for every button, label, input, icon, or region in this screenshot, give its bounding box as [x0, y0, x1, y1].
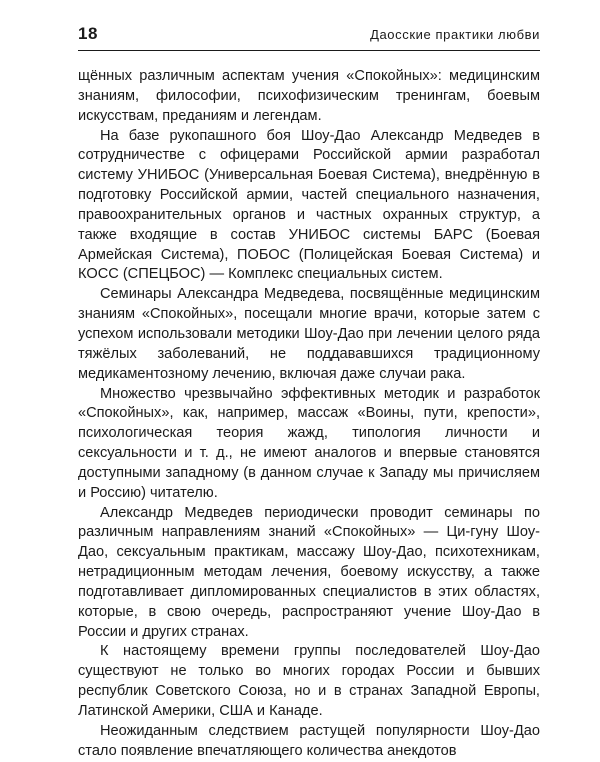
- paragraph: Неожиданным следствием растущей популярности Шоу-Дао стало появление впечатляющего количества анекдотов: [78, 722, 540, 759]
- paragraph: На базе рукопашного боя Шоу-Дао Александр Медведев в сотрудничестве с офицерами Российской армии разработал систему УНИБОС (Универсальная Боевая Система), внедрённую в подготовку Российской армии, частей специального назначения, правоохранительных органов и частных охранных структур, а также входящие в состав УНИБОС системы БАРС (Боевая Армейская Система), ПОБОС (Полицейская Боевая Система) и КОСС (СПЕЦБОС) — Комплекс специальных систем.: [78, 127, 540, 283]
- page-number: 18: [78, 24, 98, 43]
- header-divider: [78, 50, 540, 51]
- paragraph: Александр Медведев периодически проводит семинары по различным направлениям знаний «Спокойных» — Ци-гуну Шоу-Дао, сексуальным практикам, массажу Шоу-Дао, психотехникам, нетрадиционным методам лечения, боевому искусству, а также подготавливает дипломированных специалистов в этих областях, которые, в свою очередь, распространяют учение Шоу-Дао в России и других странах.: [78, 504, 540, 640]
- paragraph: К настоящему времени группы последователей Шоу-Дао существуют не только во многих городах России и бывших республик Советского Союза, но и в странах Западной Европы, Латинской Америки, США и Канаде.: [78, 643, 540, 719]
- page-header: [78, 24, 540, 60]
- paragraph-continued: щённых различным аспектам учения «Спокойных»: медицинским знаниям, философии, психофизическим тренингам, боевым искусствам, преданиям и легендам.: [78, 68, 540, 124]
- paragraph: Множество чрезвычайно эффективных методик и разработок «Спокойных», как, например, массаж «Воины, пути, крепости», психологическая теория жажд, типология личности и сексуальности и т. д., не имеют аналогов и впервые становятся доступными западному (в данном случае к Западу мы причисляем и Россию) читателю.: [78, 385, 540, 501]
- running-title: Даосские практики любви: [370, 27, 540, 42]
- body-text: [78, 67, 540, 762]
- paragraph: Семинары Александра Медведева, посвящённые медицинским знаниям «Спокойных», посещали многие врачи, которые затем с успехом использовали методики Шоу-Дао при лечении целого ряда тяжёлых заболеваний, не поддававшихся традиционному медикаментозному лечению, включая даже случаи рака.: [78, 286, 540, 382]
